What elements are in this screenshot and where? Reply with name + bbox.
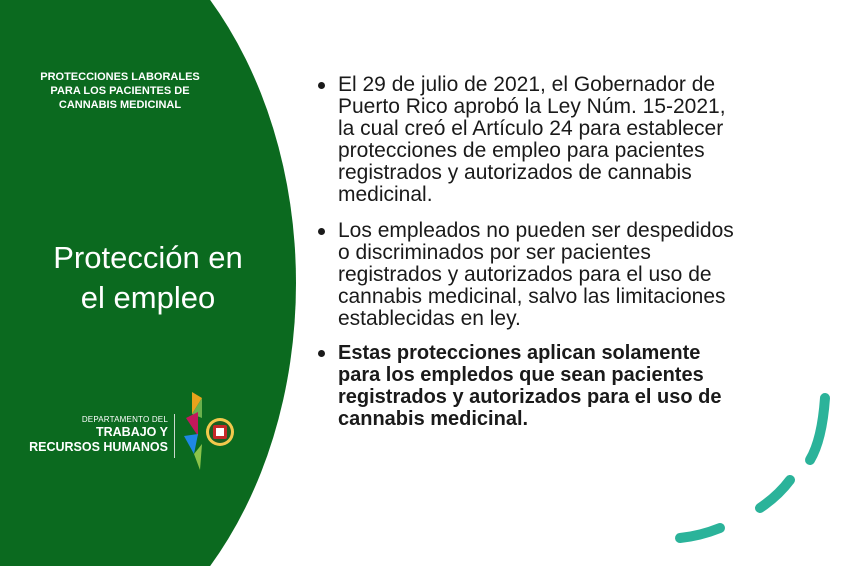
bullet-line: registrados y autorizados de cannabis <box>338 161 692 184</box>
department-logo-icon <box>180 388 240 478</box>
bullet-line: para los empledos que sean pacientes <box>338 364 704 386</box>
title-line: el empleo <box>80 280 216 315</box>
slide-title <box>38 238 258 318</box>
bullet-line: Los empleados no pueden ser despedidos <box>338 219 734 242</box>
bullet-line: cannabis medicinal. <box>338 408 529 430</box>
bullet-line: Puerto Rico aprobó la Ley Núm. 15-2021, <box>338 95 726 118</box>
bullet-line: registrados y autorizados para el uso de <box>338 263 712 286</box>
bullet-line: Estas protecciones aplican solamente <box>338 342 701 364</box>
bullet-dot-icon <box>318 350 325 357</box>
bullet-dot-icon <box>318 228 325 235</box>
bullet-line: medicinal. <box>338 183 433 206</box>
slide-header <box>20 70 220 112</box>
decorative-dashed-arc <box>660 380 860 566</box>
bullet-item <box>318 74 838 206</box>
department-logo-text <box>8 414 168 455</box>
bullet-item <box>318 220 838 330</box>
bullet-line: la cual creó el Artículo 24 para establecer <box>338 117 724 140</box>
bullet-dot-icon <box>318 82 325 89</box>
logo-line: RECURSOS HUMANOS <box>29 440 168 454</box>
bullet-line: El 29 de julio de 2021, el Gobernador de <box>338 73 716 96</box>
logo-divider <box>174 414 175 458</box>
header-line: CANNABIS MEDICINAL <box>58 99 182 111</box>
logo-line: DEPARTAMENTO DEL <box>81 415 168 424</box>
header-line: PARA LOS PACIENTES DE <box>50 85 190 97</box>
bullet-line: cannabis medicinal, salvo las limitaciones <box>338 285 726 308</box>
bullet-line: o discriminados por ser pacientes <box>338 241 651 264</box>
bullet-line: establecidas en ley. <box>338 307 521 330</box>
bullet-line: protecciones de empleo para pacientes <box>338 139 705 162</box>
header-line: PROTECCIONES LABORALES <box>40 71 200 83</box>
bullet-list <box>318 74 838 430</box>
title-line: Protección en <box>53 240 243 275</box>
bullet-line: registrados y autorizados para el uso de <box>338 386 722 408</box>
logo-line: TRABAJO Y <box>95 425 168 439</box>
